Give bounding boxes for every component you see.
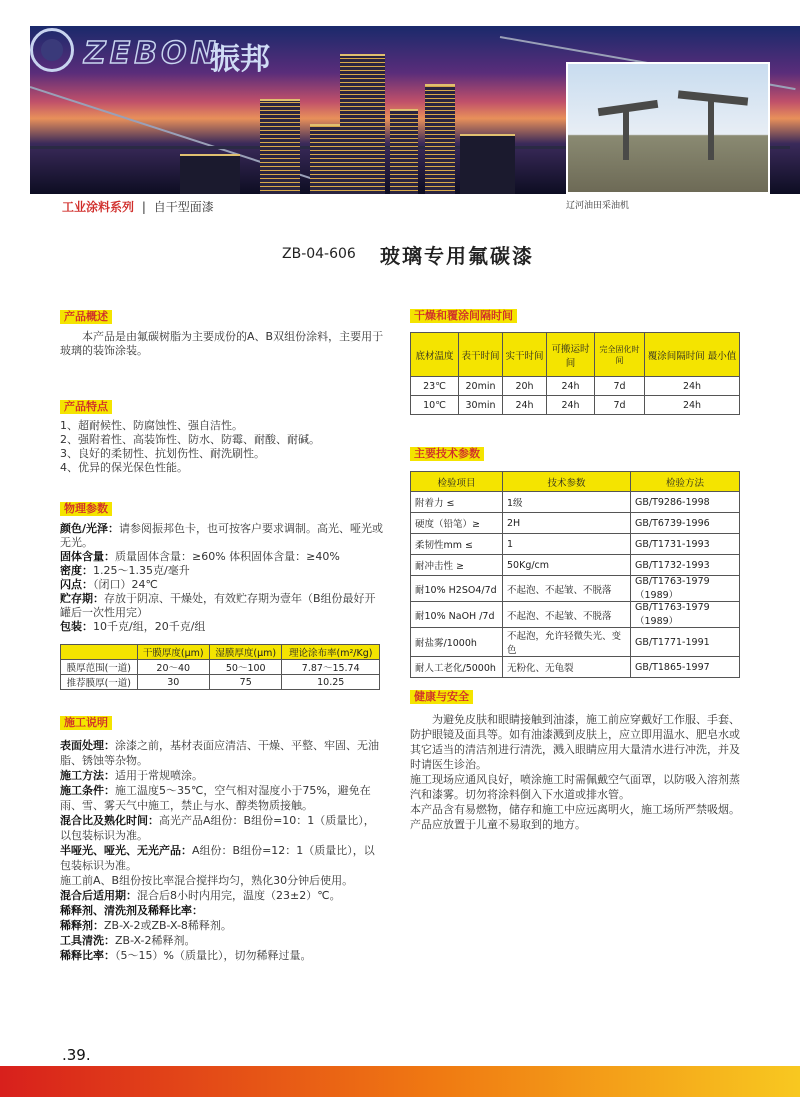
table-cell: GB/T1865-1997: [631, 657, 740, 678]
param-row: [60, 550, 385, 564]
table-header: 技术参数: [503, 472, 631, 492]
safety-paragraph: 施工现场应通风良好，喷涂施工时需佩戴空气面罩，以防吸入溶剂蒸汽和漆雾。切勿将涂料倒入下水道或排水管。: [410, 773, 740, 801]
param-row: [60, 620, 385, 634]
param-row: [60, 903, 385, 918]
table-cell: 50Kg/cm: [503, 555, 631, 576]
table-row: [411, 576, 740, 602]
table-cell: GB/T1732-1993: [631, 555, 740, 576]
table-row: [411, 513, 740, 534]
table-cell: GB/T1763-1979（1989）: [631, 576, 740, 602]
param-label: 稀释剂、清洗剂及稀释比率：: [60, 904, 203, 917]
table-cell: 10℃: [411, 396, 459, 415]
technical-table: [410, 471, 740, 678]
param-value: 10千克/组，20千克/组: [93, 620, 206, 633]
table-cell: 20min: [459, 377, 503, 396]
building: [260, 99, 300, 194]
param-row: [60, 564, 385, 578]
param-value: 高光产品A组份：B组份=10：1（质量比），以包装标识为准。: [60, 814, 375, 842]
series-label: [62, 198, 214, 215]
technical-heading: 主要技术参数: [410, 447, 484, 461]
param-row: [60, 783, 385, 813]
param-row: [60, 738, 385, 768]
building: [390, 109, 418, 194]
table-cell: 不起泡、不起皱、不脱落: [503, 602, 631, 628]
safety-heading: 健康与安全: [410, 690, 473, 704]
overview-heading: 产品概述: [60, 310, 112, 324]
param-value: 施工温度5～35℃，空气相对湿度小于75%，避免在雨、雪、雾天气中施工，禁止与水、醇类物质接触。: [60, 784, 371, 812]
physical-heading: 物理参数: [60, 502, 112, 516]
table-header: [61, 645, 138, 660]
building: [340, 54, 385, 194]
param-row: [60, 768, 385, 783]
table-cell: 耐冲击性 ≥: [411, 555, 503, 576]
table-cell: 不起泡、不起皱、不脱落: [503, 576, 631, 602]
param-label: 闪点：: [60, 578, 93, 591]
logo-icon: [30, 28, 74, 72]
param-value: 混合后8小时内用完，温度（23±2）℃。: [137, 889, 341, 902]
param-label: 颜色/光泽：: [60, 522, 120, 535]
table-cell: 30min: [459, 396, 503, 415]
param-label: 混合后适用期：: [60, 889, 137, 902]
param-value: 1.25～1.35克/毫升: [93, 564, 190, 577]
table-cell: 膜厚范围(一道): [61, 660, 138, 675]
table-cell: 24h: [503, 396, 547, 415]
table-cell: 24h: [547, 377, 595, 396]
table-cell: 2H: [503, 513, 631, 534]
table-cell: 75: [210, 675, 282, 690]
table-header-row: [411, 333, 740, 377]
param-label: 表面处理：: [60, 739, 115, 752]
table-header: 完全固化时间: [595, 333, 645, 377]
param-value: （5～15）%（质量比），切勿稀释过量。: [115, 949, 312, 962]
table-cell: 24h: [645, 377, 740, 396]
param-value: 施工前A、B组份按比率混合搅拌均匀，熟化30分钟后使用。: [60, 874, 354, 887]
table-cell: GB/T1771-1991: [631, 628, 740, 657]
building: [425, 84, 455, 194]
table-header: 湿膜厚度(μm): [210, 645, 282, 660]
param-row: [60, 873, 385, 888]
table-header: 可搬运时间: [547, 333, 595, 377]
param-label: 稀释比率：: [60, 949, 115, 962]
param-row: [60, 888, 385, 903]
table-cell: 推荐膜厚(一道): [61, 675, 138, 690]
table-row: [411, 555, 740, 576]
series-separator: |: [141, 200, 146, 214]
table-row: [411, 628, 740, 657]
list-item: 2、强附着性、高装饰性、防水、防霉、耐酸、耐碱。: [60, 433, 320, 446]
table-cell: 1级: [503, 492, 631, 513]
param-label: 包装：: [60, 620, 93, 633]
param-label: 混合比及熟化时间：: [60, 814, 159, 827]
table-header: 检验项目: [411, 472, 503, 492]
param-label: 贮存期：: [60, 592, 104, 605]
param-value: A组份：B组份=12：1（质量比），以包装标识为准。: [60, 844, 375, 872]
param-row: [60, 522, 385, 550]
param-value: 质量固体含量：≥60% 体积固体含量：≥40%: [115, 550, 340, 563]
table-cell: 耐10% NaOH /7d: [411, 602, 503, 628]
features-heading: 产品特点: [60, 400, 112, 414]
table-cell: 柔韧性mm ≤: [411, 534, 503, 555]
param-value: 涂漆之前，基材表面应清洁、干燥、平整、牢固、无油脂、锈蚀等杂物。: [60, 739, 379, 767]
table-cell: 7d: [595, 377, 645, 396]
table-header: 检验方法: [631, 472, 740, 492]
table-cell: GB/T1731-1993: [631, 534, 740, 555]
table-row: [411, 657, 740, 678]
param-value: 存放于阴凉、干燥处，有效贮存期为壹年（B组份最好开罐后一次性用完）: [60, 592, 376, 619]
table-cell: 无粉化、无龟裂: [503, 657, 631, 678]
table-row: [411, 396, 740, 415]
param-row: [60, 948, 385, 963]
table-cell: 24h: [547, 396, 595, 415]
table-row: [411, 377, 740, 396]
table-row: [411, 492, 740, 513]
safety-text: [410, 712, 745, 832]
table-cell: 7d: [595, 396, 645, 415]
list-item: 3、良好的柔韧性、抗划伤性、耐洗刷性。: [60, 447, 265, 460]
construction-heading: 施工说明: [60, 716, 112, 730]
table-cell: 20～40: [137, 660, 209, 675]
list-item: 4、优异的保光保色性能。: [60, 461, 188, 474]
drying-heading: 干燥和覆涂间隔时间: [410, 309, 517, 323]
param-row: [60, 918, 385, 933]
series-subtitle: 自干型面漆: [153, 200, 214, 214]
param-row: [60, 592, 385, 620]
param-value: 适用于常规喷涂。: [115, 769, 203, 782]
table-cell: 24h: [645, 396, 740, 415]
drying-table: [410, 332, 740, 415]
safety-paragraph: 本产品含有易燃物，储存和施工中应远离明火，施工场所严禁吸烟。产品应放置于儿童不易取到的地方。: [410, 803, 740, 831]
table-cell: 10.25: [282, 675, 380, 690]
building: [310, 124, 340, 194]
param-value: 请参阅振邦色卡，也可按客户要求调制。高光、哑光或无光。: [60, 522, 384, 549]
param-value: （闭口）24℃: [93, 578, 158, 591]
param-label: 稀释剂：: [60, 919, 104, 932]
features-list: [60, 419, 385, 475]
table-header-row: [61, 645, 380, 660]
footer-bar: [0, 1066, 800, 1097]
table-cell: 7.87～15.74: [282, 660, 380, 675]
table-header-row: [411, 472, 740, 492]
table-row: [411, 534, 740, 555]
table-header: 覆涂间隔时间 最小值: [645, 333, 740, 377]
param-row: [60, 843, 385, 873]
table-cell: 50～100: [210, 660, 282, 675]
list-item: 1、超耐候性、防腐蚀性、强自洁性。: [60, 419, 243, 432]
overview-text: 本产品是由氟碳树脂为主要成份的A、B双组份涂料，主要用于玻璃的装饰涂装。: [60, 330, 384, 357]
page-number: .39.: [62, 1046, 91, 1064]
oilfield-photo: [566, 62, 770, 194]
page-title: 玻璃专用氟碳漆: [380, 244, 534, 268]
param-label: 施工条件：: [60, 784, 115, 797]
table-cell: GB/T1763-1979（1989）: [631, 602, 740, 628]
table-cell: 23℃: [411, 377, 459, 396]
param-label: 施工方法：: [60, 769, 115, 782]
table-header: 底材温度: [411, 333, 459, 377]
construction-params: [60, 738, 385, 963]
table-cell: 耐人工老化/5000h: [411, 657, 503, 678]
table-row: [61, 675, 380, 690]
table-cell: 1: [503, 534, 631, 555]
table-row: [61, 660, 380, 675]
table-header: 实干时间: [503, 333, 547, 377]
building: [460, 134, 515, 194]
series-name: 工业涂料系列: [62, 200, 135, 214]
param-label: 固体含量：: [60, 550, 115, 563]
brand-logo-en: ZEBON: [84, 36, 220, 71]
table-cell: 附着力 ≤: [411, 492, 503, 513]
table-cell: 30: [137, 675, 209, 690]
param-label: 半哑光、哑光、无光产品：: [60, 844, 192, 857]
param-row: [60, 933, 385, 948]
safety-paragraph: 为避免皮肤和眼睛接触到油漆，施工前应穿戴好工作服、手套、防护眼镜及面具等。如有油漆溅到皮肤上，应立即用温水、肥皂水或其它适当的清洁剂进行清洗，溅入眼睛应用大量清水进行冲洗，并及时请医生诊治。: [410, 713, 740, 771]
film-thickness-table: [60, 644, 380, 690]
table-header: 理论涂布率(m²/Kg): [282, 645, 380, 660]
pumpjack-post: [708, 100, 714, 160]
table-cell: 硬度（铅笔）≥: [411, 513, 503, 534]
product-code: ZB-04-606: [282, 246, 356, 262]
table-cell: GB/T9286-1998: [631, 492, 740, 513]
table-cell: 不起泡，允许轻微失光、变色: [503, 628, 631, 657]
building: [180, 154, 240, 194]
param-row: [60, 813, 385, 843]
table-cell: GB/T6739-1996: [631, 513, 740, 534]
table-header: 干膜厚度(μm): [137, 645, 209, 660]
brand-logo-cn: 振邦: [210, 42, 270, 77]
photo-caption: 辽河油田采油机: [566, 201, 630, 211]
table-cell: 耐盐雾/1000h: [411, 628, 503, 657]
param-row: [60, 578, 385, 592]
table-cell: 20h: [503, 377, 547, 396]
table-cell: 耐10% H2SO4/7d: [411, 576, 503, 602]
param-label: 工具清洗：: [60, 934, 115, 947]
table-header: 表干时间: [459, 333, 503, 377]
param-value: ZB-X-2或ZB-X-8稀释剂。: [104, 919, 232, 932]
pumpjack-post: [623, 110, 629, 160]
param-value: ZB-X-2稀释剂。: [115, 934, 196, 947]
physical-params: [60, 522, 385, 634]
param-label: 密度：: [60, 564, 93, 577]
table-row: [411, 602, 740, 628]
